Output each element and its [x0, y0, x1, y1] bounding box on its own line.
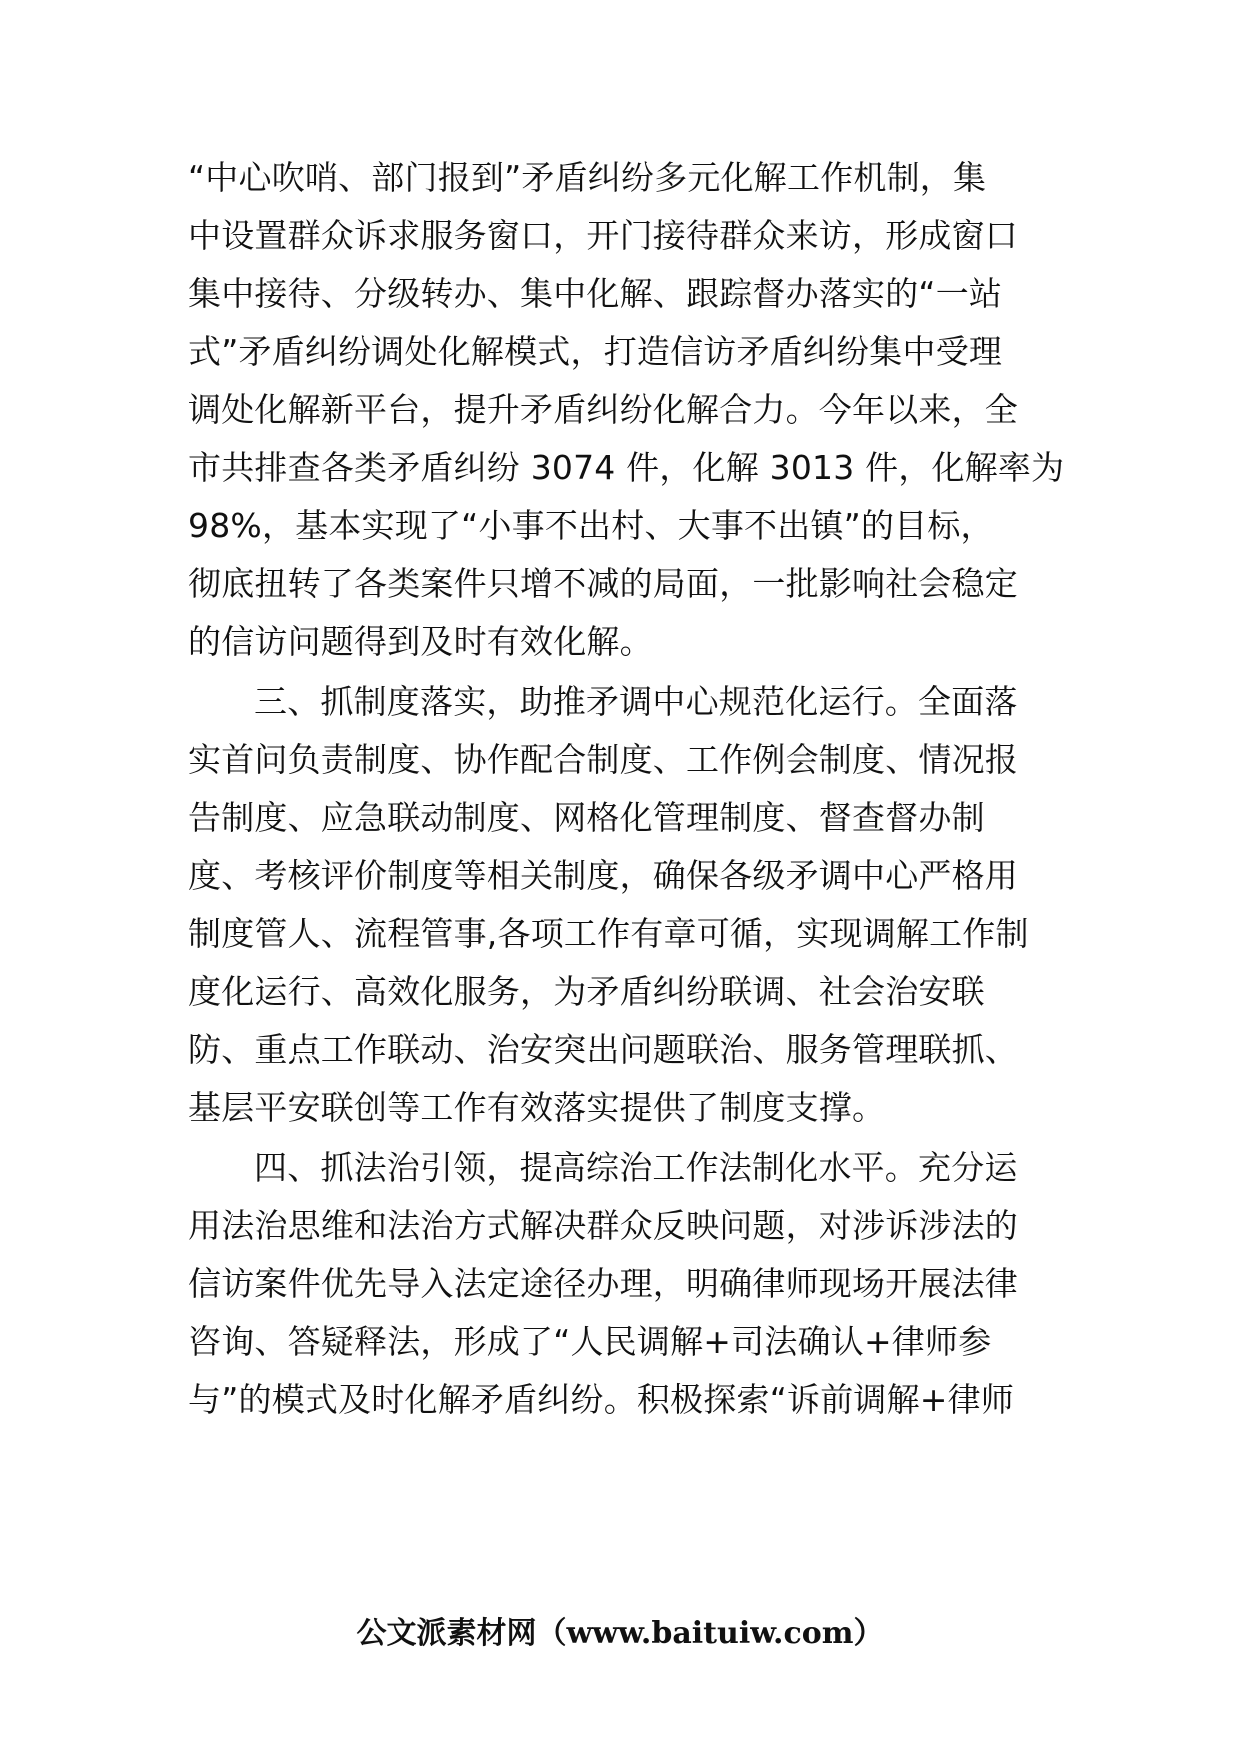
paragraph-line: 彻底扭转了各类案件只增不减的局面，一批影响社会稳定: [188, 564, 1018, 603]
paragraph-line: 用法治思维和法治方式解决群众反映问题，对涉诉涉法的: [188, 1206, 1018, 1245]
paragraph-line: 中设置群众诉求服务窗口，开门接待群众来访，形成窗口: [188, 216, 1018, 255]
paragraph-line: 咨询、答疑释法，形成了“人民调解+司法确认+律师参: [188, 1322, 992, 1361]
paragraph-line: 集中接待、分级转办、集中化解、跟踪督办落实的“一站: [188, 274, 1003, 313]
paragraph-line: 98%，基本实现了“小事不出村、大事不出镇”的目标，: [188, 506, 994, 545]
paragraph-line: 信访案件优先导入法定途径办理，明确律师现场开展法律: [188, 1264, 1018, 1303]
paragraph-line: 基层平安联创等工作有效落实提供了制度支撑。: [188, 1088, 886, 1127]
paragraph-line: 防、重点工作联动、治安突出问题联治、服务管理联抓、: [188, 1030, 1018, 1069]
paragraph-line: 度化运行、高效化服务，为矛盾纠纷联调、社会治安联: [188, 972, 985, 1011]
footer-source: 公文派素材网（www.baituiw.com）: [356, 1616, 884, 1651]
paragraph-line: 调处化解新平台，提升矛盾纠纷化解合力。今年以来，全: [188, 390, 1018, 429]
paragraph-line: 市共排查各类矛盾纠纷 3074 件，化解 3013 件，化解率为: [188, 448, 1065, 487]
paragraph-line: 式”矛盾纠纷调处化解模式，打造信访矛盾纠纷集中受理: [188, 332, 1003, 371]
paragraph-line: 告制度、应急联动制度、网格化管理制度、督查督办制: [188, 798, 985, 837]
paragraph-line: “中心吹哨、部门报到”矛盾纠纷多元化解工作机制，集: [188, 158, 987, 197]
paragraph-line: 实首问负责制度、协作配合制度、工作例会制度、情况报: [188, 740, 1018, 779]
paragraph-line: 的信访问题得到及时有效化解。: [188, 622, 653, 661]
paragraph-line: 四、抓法治引领，提高综治工作法制化水平。充分运: [254, 1148, 1018, 1187]
paragraph-line: 三、抓制度落实，助推矛调中心规范化运行。全面落: [254, 682, 1018, 721]
paragraph-line: 度、考核评价制度等相关制度，确保各级矛调中心严格用: [188, 856, 1018, 895]
paragraph-line: 与”的模式及时化解矛盾纠纷。积极探索“诉前调解+律师: [188, 1380, 1015, 1419]
paragraph-line: 制度管人、流程管事,各项工作有章可循，实现调解工作制: [188, 914, 1029, 953]
